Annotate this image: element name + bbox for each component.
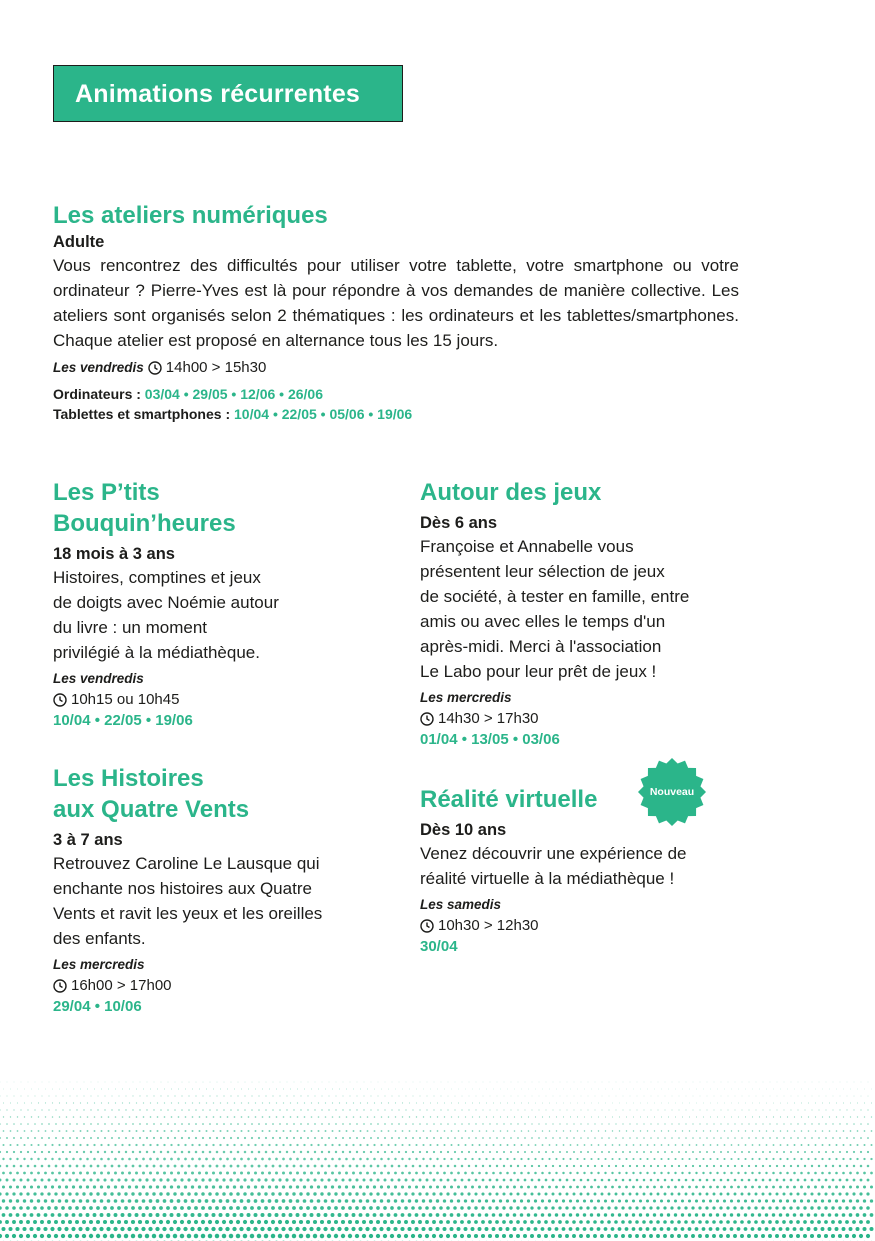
ateliers-title: Les ateliers numériques	[53, 202, 328, 229]
ordinateurs-label: Ordinateurs :	[53, 386, 141, 402]
ateliers-time: 14h00 > 15h30	[165, 359, 267, 376]
realite-desc-line: Venez découvrir une expérience de	[420, 844, 687, 863]
ateliers-description: Vous rencontrez des difficultés pour utiliser votre tablette, votre smartphone ou votre ordinateur ? Pierre-Yves est là pour répondre à vos demandes de manière collective. Les ateliers sont organisés selon 2 thématiques : les ordinateurs et les tablettes/smartphones. Chaque atelier est proposé en alternance tous les 15 jours.	[53, 256, 739, 350]
realite-day: Les samedis	[420, 897, 502, 912]
jeux-desc-line: amis ou avec elles le temps d'un	[420, 612, 666, 631]
clock-icon	[53, 693, 67, 707]
ptits-description	[53, 565, 393, 665]
tablettes-label: Tablettes et smartphones :	[53, 406, 231, 422]
clock-icon	[420, 919, 434, 933]
ateliers-tablettes-line	[53, 404, 739, 424]
realite-time: 10h30 > 12h30	[438, 917, 539, 934]
jeux-description	[420, 534, 750, 684]
clock-icon	[420, 712, 434, 726]
ordinateurs-dates: 03/04 • 29/05 • 12/06 • 26/06	[144, 386, 323, 402]
histoires-title-line2: aux Quatre Vents	[53, 796, 250, 823]
ptits-title-line2: Bouquin’heures	[53, 510, 236, 537]
ptits-audience: 18 mois à 3 ans	[53, 545, 175, 563]
nouveau-badge	[637, 757, 707, 827]
realite-desc-line: réalité virtuelle à la médiathèque !	[420, 869, 675, 888]
ptits-title-line1: Les P’tits	[53, 479, 160, 506]
histoires-schedule	[53, 975, 393, 996]
realite-description	[420, 841, 750, 891]
ptits-desc-line: privilégié à la médiathèque.	[53, 643, 260, 662]
ptits-bouquinheures-section	[53, 477, 393, 731]
jeux-desc-line: après-midi. Merci à l'association	[420, 637, 662, 656]
jeux-title: Autour des jeux	[420, 479, 602, 506]
ptits-dates: 10/04 • 22/05 • 19/06	[53, 712, 193, 729]
realite-title: Réalité virtuelle	[420, 786, 598, 813]
jeux-dates: 01/04 • 13/05 • 03/06	[420, 731, 560, 748]
clock-icon	[53, 979, 67, 993]
realite-audience: Dès 10 ans	[420, 821, 507, 839]
ateliers-ordinateurs-line	[53, 384, 739, 404]
histoires-desc-line: enchante nos histoires aux Quatre	[53, 879, 312, 898]
ateliers-audience: Adulte	[53, 233, 105, 251]
section-header	[53, 65, 403, 122]
realite-schedule	[420, 915, 750, 936]
histoires-audience: 3 à 7 ans	[53, 831, 123, 849]
jeux-desc-line: présentent leur sélection de jeux	[420, 562, 665, 581]
jeux-day: Les mercredis	[420, 690, 512, 705]
jeux-desc-line: Françoise et Annabelle vous	[420, 537, 634, 556]
histoires-desc-line: des enfants.	[53, 929, 146, 948]
histoires-title	[53, 763, 393, 825]
ateliers-schedule	[53, 357, 739, 378]
halftone-decoration	[0, 1080, 875, 1241]
ptits-desc-line: du livre : un moment	[53, 618, 208, 637]
nouveau-badge-label: Nouveau	[649, 786, 695, 798]
jeux-time: 14h30 > 17h30	[438, 710, 539, 727]
jeux-audience: Dès 6 ans	[420, 514, 498, 532]
histoires-title-line1: Les Histoires	[53, 765, 204, 792]
jeux-desc-line: Le Labo pour leur prêt de jeux !	[420, 662, 657, 681]
clock-icon	[148, 361, 162, 375]
ptits-title	[53, 477, 393, 539]
ptits-schedule	[53, 689, 393, 710]
jeux-desc-line: de société, à tester en famille, entre	[420, 587, 690, 606]
histoires-quatre-vents-section	[53, 763, 393, 1017]
histoires-desc-line: Vents et ravit les yeux et les oreilles	[53, 904, 323, 923]
ptits-desc-line: Histoires, comptines et jeux	[53, 568, 261, 587]
ateliers-numeriques-section	[53, 200, 739, 424]
histoires-description	[53, 851, 393, 951]
jeux-schedule	[420, 708, 750, 729]
histoires-time: 16h00 > 17h00	[71, 977, 172, 994]
histoires-dates: 29/04 • 10/06	[53, 998, 142, 1015]
histoires-desc-line: Retrouvez Caroline Le Lausque qui	[53, 854, 320, 873]
histoires-day: Les mercredis	[53, 957, 145, 972]
tablettes-dates: 10/04 • 22/05 • 05/06 • 19/06	[234, 406, 413, 422]
section-header-title: Animations récurrentes	[75, 80, 361, 108]
autour-des-jeux-section	[420, 477, 750, 750]
ptits-time: 10h15 ou 10h45	[71, 691, 180, 708]
ptits-desc-line: de doigts avec Noémie autour	[53, 593, 279, 612]
ptits-day: Les vendredis	[53, 671, 144, 686]
ateliers-day: Les vendredis	[53, 359, 144, 375]
realite-dates: 30/04	[420, 938, 458, 955]
